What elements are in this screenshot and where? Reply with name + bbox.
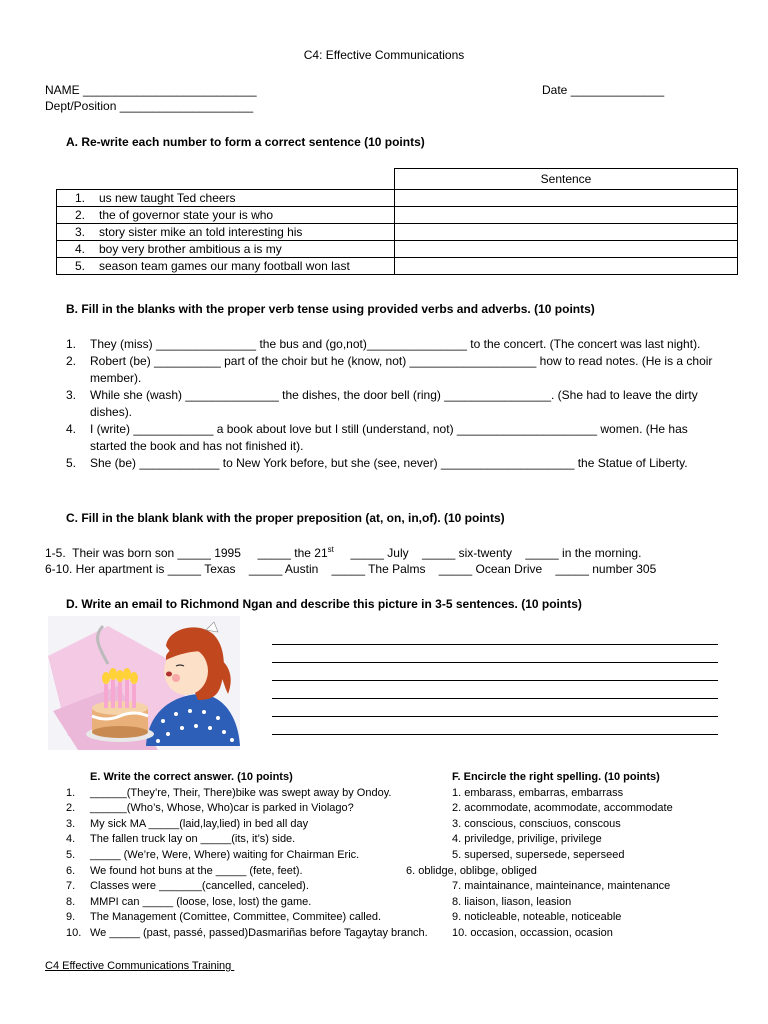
list-item: 6. We found hot buns at the _____ (fete, feet).	[66, 864, 303, 877]
table-row: 4. boy very brother ambitious a is my	[57, 241, 738, 258]
table-row: 1. us new taught Ted cheers	[57, 190, 738, 207]
list-item: 1. embarass, embarras, embarrass	[452, 786, 624, 799]
list-item: 9. The Management (Comittee, Committee, Commitee) called.	[66, 911, 381, 924]
page-title: C4: Effective Communications	[303, 48, 465, 62]
jumbled-words: the of governor state your is who	[99, 208, 274, 222]
list-item: 4. priviledge, privilige, privilege	[452, 833, 602, 846]
answer-cell[interactable]	[395, 224, 738, 241]
date-blank[interactable]: ______________	[570, 83, 665, 97]
email-writing-line[interactable]	[272, 680, 718, 681]
table-row: 2. the of governor state your is who	[57, 207, 738, 224]
email-writing-line[interactable]	[272, 734, 718, 735]
list-item: 3. While she (wash) ______________ the dishes, the door bell (ring) ________________. (She had to leave the dirty dishes).	[66, 388, 698, 419]
list-item: 4. I (write) ____________ a book about love but I still (understand, not) _____________________ women. (He has started the book and has not finished it).	[66, 422, 688, 453]
email-writing-line[interactable]	[272, 644, 718, 645]
sentence-column-header: Sentence	[395, 169, 738, 190]
jumbled-words: us new taught Ted cheers	[99, 191, 236, 205]
section-d-heading: D. Write an email to Richmond Ngan and describe this picture in 3-5 sentences. (10 points)	[66, 597, 582, 611]
dept-blank[interactable]: ____________________	[119, 99, 254, 113]
section-f-heading: F. Encircle the right spelling. (10 points)	[452, 771, 660, 783]
name-field-row	[45, 83, 257, 97]
email-writing-line[interactable]	[272, 698, 718, 699]
list-item: 3. conscious, consciuos, conscous	[452, 817, 621, 830]
list-item: 8. liaison, liason, leasion	[452, 895, 572, 908]
section-b-list	[66, 336, 722, 472]
answer-cell[interactable]	[395, 207, 738, 224]
name-label: NAME	[45, 83, 80, 97]
list-item: 7. Classes were _______(cancelled, canceled).	[66, 880, 309, 893]
list-item: 7. maintainance, mainteinance, maintenance	[452, 880, 671, 893]
dept-label: Dept/Position	[45, 99, 117, 113]
email-writing-line[interactable]	[272, 716, 718, 717]
jumbled-words: season team games our many football won last	[99, 259, 350, 273]
table-corner	[57, 169, 395, 190]
list-item: 2. Robert (be) __________ part of the choir but he (know, not) ___________________ how to read notes. (He is a choir member).	[66, 354, 713, 385]
answer-cell[interactable]	[395, 258, 738, 275]
table-row: 5. season team games our many football won last	[57, 258, 738, 275]
list-item: 2. ______(Who’s, Whose, Who)car is parked in Violago?	[66, 802, 354, 815]
section-a-heading: A. Re-write each number to form a correct sentence (10 points)	[66, 135, 425, 149]
answer-cell[interactable]	[395, 190, 738, 207]
name-blank[interactable]: __________________________	[83, 83, 257, 97]
list-item: 5. supersed, supersede, seperseed	[452, 848, 625, 861]
list-item: 9. noticleable, noteable, noticeable	[452, 911, 622, 924]
list-item: 3. My sick MA _____(laid,lay,lied) in bed all day	[66, 817, 309, 830]
email-writing-line[interactable]	[272, 662, 718, 663]
date-label: Date	[542, 83, 568, 97]
list-item: 10. occasion, occassion, ocasion	[452, 926, 613, 939]
list-item: 10. We _____ (past, passé, passed)Dasmariñas before Tagaytay branch.	[66, 926, 428, 939]
section-e-list	[66, 770, 428, 942]
section-e-heading: E. Write the correct answer. (10 points)	[90, 771, 293, 783]
list-item: 1. ______(They’re, Their, There)bike was swept away by Ondoy.	[66, 786, 392, 799]
section-b-heading: B. Fill in the blanks with the proper verb tense using provided verbs and adverbs. (10 points)	[66, 302, 595, 316]
birthday-illustration	[48, 616, 240, 750]
dept-field-row	[45, 99, 253, 113]
footer-text: C4 Effective Communications Training	[45, 960, 235, 972]
list-item: 2. acommodate, acommodate, accommodate	[452, 802, 673, 815]
list-item: 6. oblidge, oblibge, obliged	[406, 864, 537, 877]
section-c-line-1: 1-5. Their was born son _____ 1995 _____ the 21st _____ July _____ six-twenty _____ in the morning.	[45, 545, 642, 560]
jumbled-words: story sister mike an told interesting his	[99, 225, 303, 239]
section-c-line-2: 6-10. Her apartment is _____ Texas _____ Austin _____ The Palms _____ Ocean Drive _____ number 305	[45, 562, 657, 576]
answer-cell[interactable]	[395, 241, 738, 258]
list-item: 8. MMPI can _____ (loose, lose, lost) the game.	[66, 895, 312, 908]
list-item: 5. _____ (We’re, Were, Where) waiting for Chairman Eric.	[66, 848, 360, 861]
section-a-table	[56, 168, 738, 275]
list-item: 5. She (be) ____________ to New York before, but she (see, never) ____________________ the Statue of Liberty.	[66, 456, 688, 470]
table-row: 3. story sister mike an told interesting his	[57, 224, 738, 241]
list-item: 1. They (miss) _______________ the bus and (go,not)_______________ to the concert. (The concert was last night).	[66, 337, 701, 351]
list-item: 4. The fallen truck lay on _____(its, it’s) side.	[66, 833, 296, 846]
date-field-row	[542, 83, 664, 97]
birthday-girl-image	[48, 616, 240, 750]
section-c-heading: C. Fill in the blank blank with the proper preposition (at, on, in,of). (10 points)	[66, 511, 505, 525]
jumbled-words: boy very brother ambitious a is my	[99, 242, 282, 256]
section-f-list	[406, 770, 673, 942]
